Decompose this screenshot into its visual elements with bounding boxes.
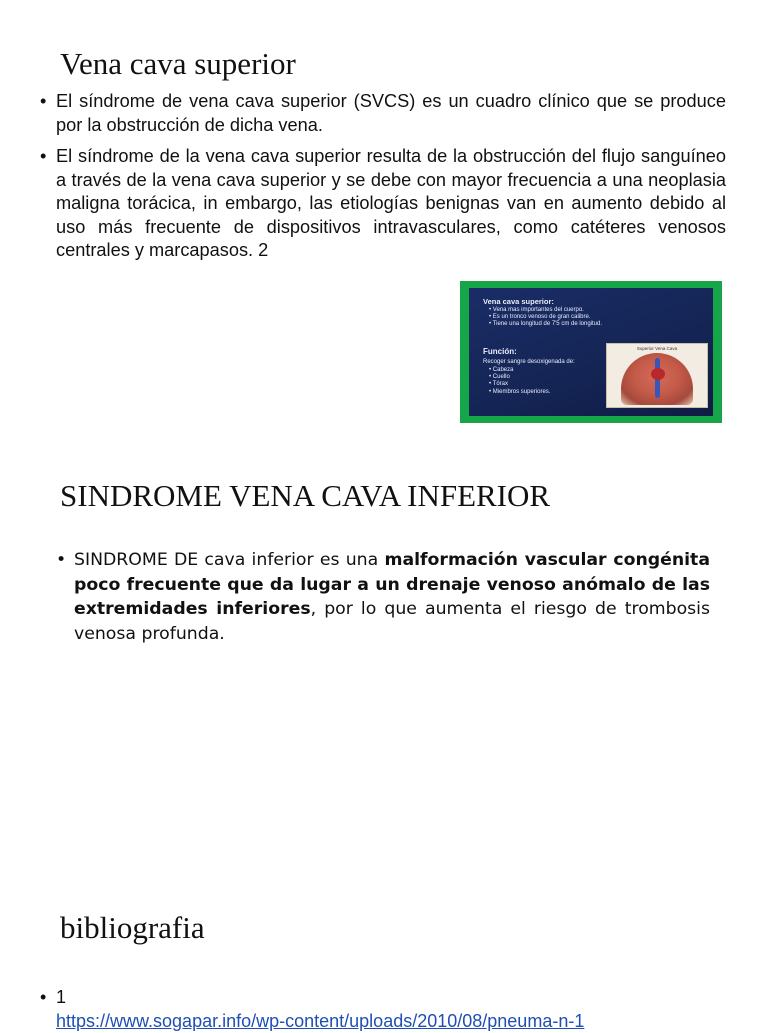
list-item xyxy=(40,985,726,1033)
slide-function-list xyxy=(489,367,550,396)
slide-function-item: • Tórax xyxy=(489,381,550,388)
inferior-bullet-list xyxy=(56,548,710,646)
slide-list xyxy=(489,307,602,329)
bullet-text: El síndrome de vena cava superior (SVCS) es un cuadro clínico que se produce por la obstrucción de dicha vena. xyxy=(56,91,726,135)
superior-bullet-list xyxy=(40,90,726,271)
list-item xyxy=(56,548,710,646)
heart-shape xyxy=(651,368,665,380)
bullet-dot: • xyxy=(56,550,67,570)
slide-function-item: • Cuello xyxy=(489,374,550,381)
bullet-dot: • xyxy=(40,146,47,166)
list-item xyxy=(40,90,726,137)
list-item xyxy=(40,145,726,263)
slide-function-subtitle: Recoger sangre desoxigenada de: xyxy=(483,359,575,365)
reference-number: 1 xyxy=(56,987,67,1007)
bullet-dot: • xyxy=(40,91,47,111)
bullet-dot: • xyxy=(40,987,47,1007)
bullet-text-bold: malformación vascular congénita poco frecuente que da lugar a un drenaje venoso anómalo de las extremidades inferiores xyxy=(74,550,710,619)
slide-function-item: • Cabeza xyxy=(489,367,550,374)
anatomy-caption: Superior Vena Cava xyxy=(636,346,678,351)
section-title-vena-cava-superior: Vena cava superior xyxy=(60,46,296,81)
slide-list-item: • Tiene una longitud de 7'5 cm de longitud. xyxy=(489,321,602,328)
slide-content xyxy=(469,288,713,416)
slide-function-item: • Miembros superiores. xyxy=(489,389,550,396)
slide-function-heading: Función: xyxy=(483,347,517,356)
bibliography-list xyxy=(40,985,726,1033)
section-title-vena-cava-inferior: SINDROME VENA CAVA INFERIOR xyxy=(60,478,551,513)
slide-list-item: • Es un tronco venoso de gran calibre. xyxy=(489,314,602,321)
reference-link[interactable]: https://www.sogapar.info/wp-content/uploads/2010/08/pneuma-n-1 xyxy=(56,1011,585,1031)
bullet-text-prefix: SINDROME DE cava inferior es una xyxy=(74,550,385,570)
section-title-bibliografia: bibliografia xyxy=(60,910,205,945)
slide-heading: Vena cava superior: xyxy=(483,297,554,306)
bullet-text-suffix: , por lo que aumenta el riesgo de trombosis venosa profunda. xyxy=(74,599,710,644)
bullet-text: El síndrome de la vena cava superior resulta de la obstrucción del flujo sanguíneo a través de la vena cava superior y se debe con mayor frecuencia a una neoplasia maligna torácica, in embargo, las etiologías benignas van en aumento debido al uso más frecuente de dispositivos intravasculares, como catéteres venosos centrales y marcapasos. 2 xyxy=(56,146,726,260)
anatomy-illustration xyxy=(606,343,708,408)
embedded-slide-image xyxy=(460,281,722,423)
slide-list-item: • Vena mas importantes del cuerpo. xyxy=(489,307,602,314)
